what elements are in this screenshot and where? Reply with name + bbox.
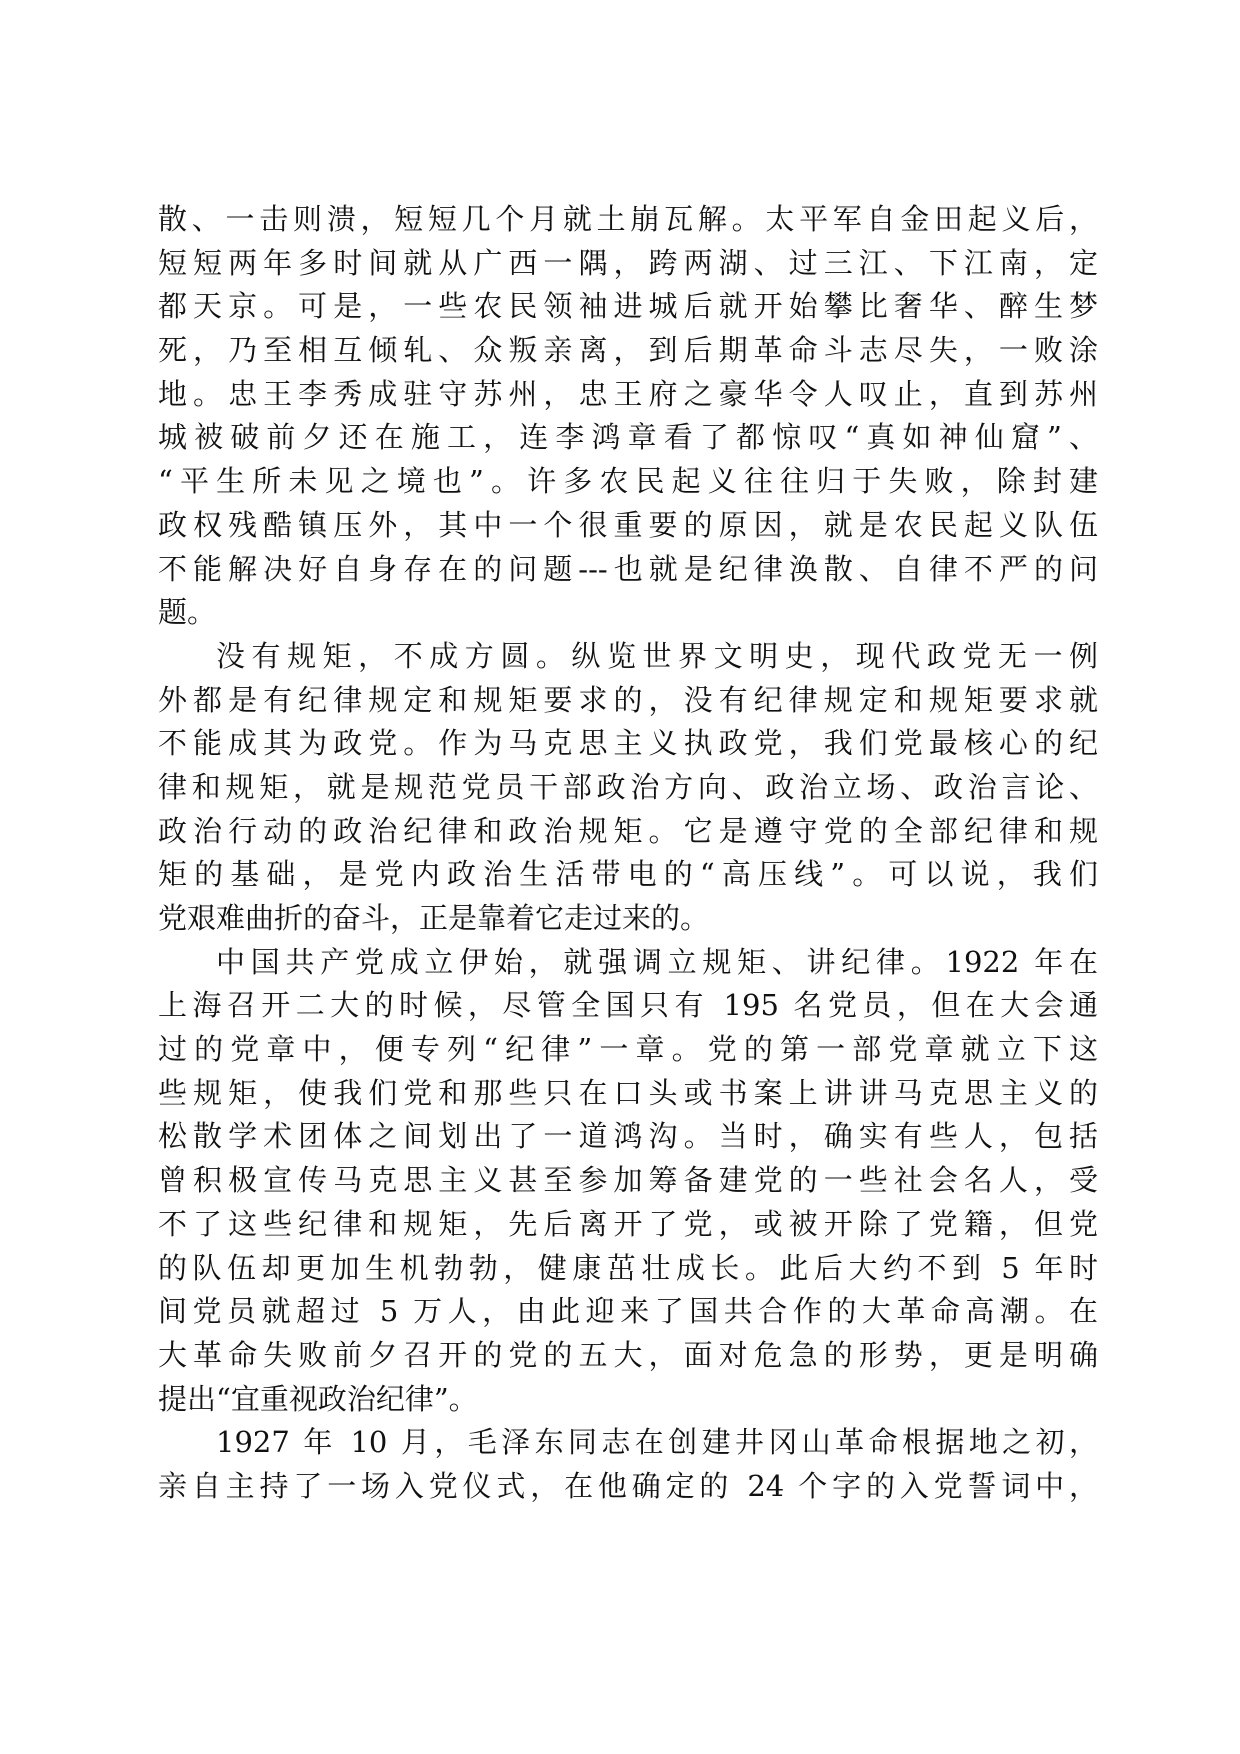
text-line: 矩的基础，是党内政治生活带电的“高压线”。可以说，我们: [158, 857, 1098, 892]
text-line: 过的党章中，便专列“纪律”一章。党的第一部党章就立下这: [158, 1032, 1098, 1067]
body-text: [158, 198, 1098, 1509]
text-line: 松散学术团体之间划出了一道鸿沟。当时，确实有些人，包括: [158, 1119, 1098, 1154]
text-line: 的队伍却更加生机勃勃，健康茁壮成长。此后大约不到 5 年时: [158, 1250, 1098, 1285]
text-line: 散、一击则溃，短短几个月就土崩瓦解。太平军自金田起义后，: [158, 202, 1098, 236]
text-line: 提出“宜重视政治纪律”。: [158, 1381, 478, 1416]
text-line: 1927 年 10 月，毛泽东同志在创建井冈山革命根据地之初，: [216, 1425, 1098, 1460]
text-line: 间党员就超过 5 万人，由此迎来了国共合作的大革命高潮。在: [158, 1294, 1098, 1329]
text-line: 大革命失败前夕召开的党的五大，面对危急的形势，更是明确: [158, 1337, 1098, 1372]
text-line: 短短两年多时间就从广西一隅，跨两湖、过三江、下江南，定: [158, 245, 1098, 280]
text-line: 不能成其为政党。作为马克思主义执政党，我们党最核心的纪: [158, 726, 1098, 761]
text-line: 不了这些纪律和规矩，先后离开了党，或被开除了党籍，但党: [158, 1206, 1098, 1241]
text-line: 死，乃至相互倾轧、众叛亲离，到后期革命斗志尽失，一败涂: [158, 333, 1098, 368]
text-line: 题。: [158, 595, 217, 630]
text-line: 亲自主持了一场入党仪式，在他确定的 24 个字的入党誓词中，: [158, 1468, 1098, 1503]
text-line: 些规矩，使我们党和那些只在口头或书案上讲讲马克思主义的: [158, 1075, 1098, 1110]
text-line: 地。忠王李秀成驻守苏州，忠王府之豪华令人叹止，直到苏州: [158, 376, 1098, 411]
text-line: 政权残酷镇压外，其中一个很重要的原因，就是农民起义队伍: [158, 507, 1098, 542]
text-line: 律和规矩，就是规范党员干部政治方向、政治立场、政治言论、: [158, 769, 1098, 804]
text-line: 城被破前夕还在施工，连李鸿章看了都惊叹“真如神仙窟”、: [158, 420, 1098, 455]
text-line: 不能解决好自身存在的问题---也就是纪律涣散、自律不严的问: [158, 551, 1098, 586]
text-line: 上海召开二大的时候，尽管全国只有 195 名党员，但在大会通: [158, 988, 1098, 1023]
text-line: 曾积极宣传马克思主义甚至参加筹备建党的一些社会名人，受: [158, 1163, 1098, 1198]
text-line: “平生所未见之境也”。许多农民起义往往归于失败，除封建: [158, 464, 1098, 499]
text-line: 中国共产党成立伊始，就强调立规矩、讲纪律。1922 年在: [216, 944, 1098, 979]
text-line: 没有规矩，不成方圆。纵览世界文明史，现代政党无一例: [216, 638, 1098, 673]
text-line: 党艰难曲折的奋斗，正是靠着它走过来的。: [158, 901, 710, 935]
text-line: 政治行动的政治纪律和政治规矩。它是遵守党的全部纪律和规: [158, 813, 1098, 848]
text-line: 外都是有纪律规定和规矩要求的，没有纪律规定和规矩要求就: [158, 682, 1098, 717]
text-line: 都天京。可是，一些农民领袖进城后就开始攀比奢华、醉生梦: [158, 289, 1098, 324]
